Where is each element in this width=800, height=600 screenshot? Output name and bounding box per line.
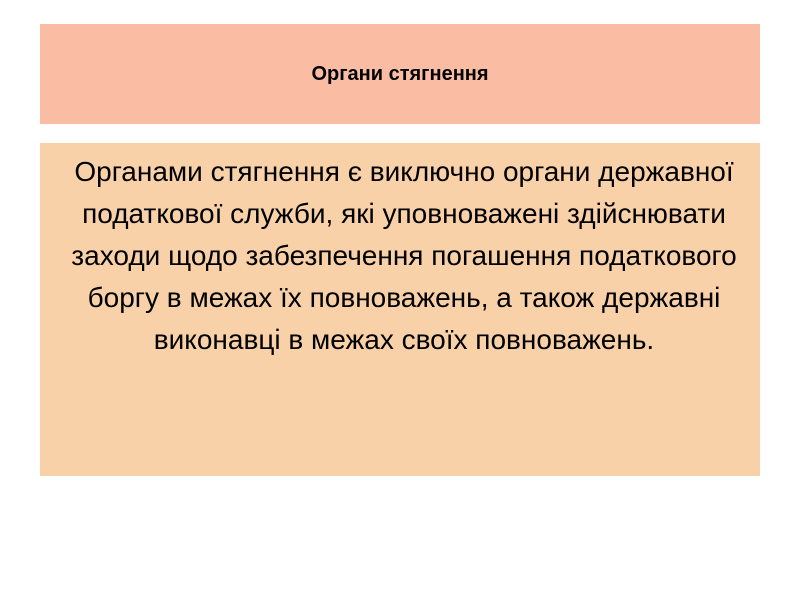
slide-body-text: Органами стягнення є виключно органи державної податкової служби, які уповноважені здійснювати заходи щодо забезпечення погашення податкового боргу в межах їх повноважень, а також державні виконавці в межах своїх повноважень. — [71, 156, 737, 355]
slide-title-banner — [40, 24, 760, 124]
slide-body-panel — [40, 143, 760, 476]
slide-title: Органи стягнення — [311, 62, 489, 85]
